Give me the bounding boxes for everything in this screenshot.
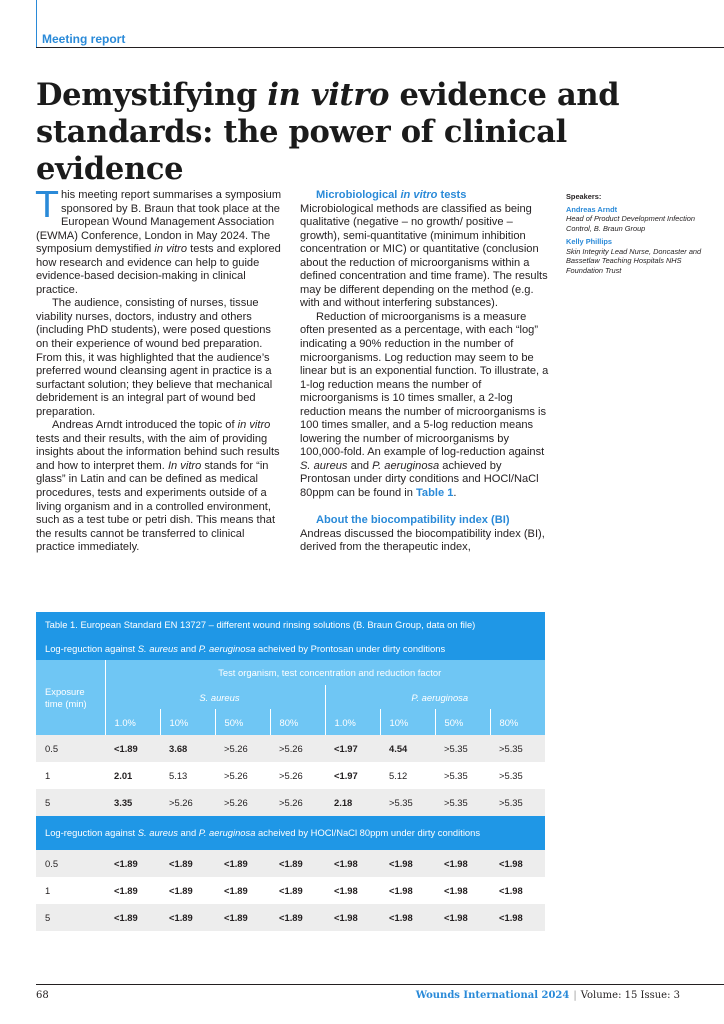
table-body-prontosan — [36, 735, 545, 816]
table-header-row — [36, 660, 545, 685]
table-cell: <1.89 — [105, 735, 160, 762]
table-cell: <1.98 — [490, 877, 545, 904]
paragraph-spacer — [300, 501, 550, 515]
biocompatibility-paragraph: Andreas discussed the biocompatibility index (BI), derived from the therapeutic index, — [300, 527, 545, 554]
heading-biocompatibility: About the biocompatibility index (BI) — [316, 514, 510, 527]
title-part1: Demystifying — [36, 77, 268, 113]
table-row — [36, 762, 545, 789]
table-cell: 5.12 — [380, 762, 435, 789]
organism-header — [105, 685, 325, 709]
table-cell: <1.98 — [380, 877, 435, 904]
reduction-text-a: Reduction of microorganisms is a measure often presented as a percentage, with each “log” indicating a 90% reduction in the number of microorganisms. Log reduction may seem to be linear but is an exponential function. To illustrate, a 1-log reduction means the number of microorganisms is 10 times smaller, a 2-log reduction means the number of microorganisms is 100 times smaller, and a 5-log reduction means lowering the number of microorganisms by 100,000-fold. An example of log-reduction against — [300, 310, 549, 459]
table-row — [36, 904, 545, 931]
table-cell: >5.35 — [490, 735, 545, 762]
footer-rule — [36, 984, 724, 985]
sub2-text-a: Log-reguction against — [45, 827, 138, 838]
table-cell: >5.35 — [435, 735, 490, 762]
table-row — [36, 789, 545, 816]
table-cell: 2.18 — [325, 789, 380, 816]
table-cell: <1.89 — [215, 877, 270, 904]
table-cell: <1.98 — [435, 904, 490, 931]
table-subcaption-row — [36, 636, 545, 660]
table-cell: 5.13 — [160, 762, 215, 789]
table-cell: <1.89 — [270, 850, 325, 877]
table-cell: <1.89 — [105, 850, 160, 877]
drop-cap: T — [36, 185, 58, 226]
intro-italic: in vitro — [154, 243, 188, 256]
organism-paeruginosa: P. aeruginosa — [411, 691, 469, 703]
table-cell: >5.35 — [490, 762, 545, 789]
page-number: 68 — [36, 990, 49, 1001]
speaker-role: Skin Integrity Lead Nurse, Doncaster and Bassetlaw Teaching Hospitals NHS Foundation Trust — [566, 246, 702, 275]
methods-paragraph: Microbiological methods are classified as being qualitative (negative – no growth/ positive – growth), semi-quantitative (minimum inhibition concentration or MIC) or quantitative (conclusion about the reduction of microorganisms within a defined concentration and time frame). The results may be different depending on the method (e.g. with and without interfering substances). — [300, 202, 548, 310]
table-row — [36, 850, 545, 877]
table-row — [36, 877, 545, 904]
header-accent-line — [36, 0, 37, 47]
article-title — [36, 77, 706, 188]
reduction-paragraph — [300, 311, 550, 501]
table-cell: <1.89 — [160, 904, 215, 931]
arndt-paragraph — [36, 419, 286, 554]
table-cell: <1.89 — [105, 904, 160, 931]
table-reference-link[interactable]: Table 1 — [415, 487, 454, 500]
heading1-text-a: Microbiological — [316, 189, 401, 201]
sub2-italic-1: S. aureus — [137, 827, 178, 838]
sub1-italic-1: S. aureus — [137, 642, 178, 654]
speakers-label: Speakers: — [566, 192, 602, 201]
table-cell: <1.89 — [160, 850, 215, 877]
organism-header-row — [36, 685, 545, 709]
table-caption: Table 1. European Standard EN 13727 – different wound rinsing solutions (B. Braun Group, data on file) — [36, 612, 545, 636]
header-bar — [36, 0, 724, 48]
table-cell: <1.98 — [435, 877, 490, 904]
exposure-time-cell: 1 — [36, 762, 105, 789]
table-cell: 3.68 — [160, 735, 215, 762]
sub1-italic-2: P. aeruginosa — [198, 642, 256, 654]
table-cell: >5.26 — [215, 735, 270, 762]
table-body-hocl — [36, 850, 545, 931]
arndt-text-b: tests and their results, with the aim of providing insights about the information behind such results and how to interpret them. — [36, 432, 280, 472]
table-cell: >5.26 — [270, 789, 325, 816]
intro-text: his meeting report summarises a symposium sponsored by B. Braun that took place at the European Wound Management Association (EWMA) Conference, London in May 2024. The symposium demystified — [36, 189, 282, 256]
table-subcaption-1 — [36, 636, 545, 660]
title-part2: evidence and standards: the power of clinical evidence — [36, 77, 620, 187]
table-cell: >5.26 — [215, 762, 270, 789]
table-cell: <1.98 — [325, 877, 380, 904]
arndt-italic-1: in vitro — [237, 419, 271, 432]
concentration-header: 80% — [490, 709, 545, 735]
concentration-header: 1.0% — [325, 709, 380, 735]
table-cell: <1.98 — [380, 850, 435, 877]
speaker-name: Andreas Arndt — [566, 204, 618, 214]
column-left — [36, 185, 286, 555]
table-cell: <1.98 — [435, 850, 490, 877]
concentration-header: 1.0% — [105, 709, 160, 735]
reduction-text-c: achieved by Prontosan under dirty conditions and HOCl/NaCl 80ppm can be found in — [300, 459, 539, 500]
table-caption-row — [36, 612, 545, 636]
concentration-header: 50% — [435, 709, 490, 735]
exposure-time-cell: 1 — [36, 877, 105, 904]
sub1-text-c: acheived by Prontosan under dirty conditions — [255, 642, 446, 654]
intro-paragraph — [36, 185, 286, 297]
sub2-text-c: acheived by HOCl/NaCl 80ppm under dirty conditions — [255, 827, 481, 838]
table-subcaption-2 — [36, 816, 545, 850]
speakers-sidebar — [566, 192, 706, 279]
organism-saureus: S. aureus — [199, 691, 240, 703]
concentration-header-row — [36, 709, 545, 735]
arndt-text-c: stands for “in glass” in Latin and can be defined as medical procedures, tests and experiments outside of a living organism and in a controlled environment, such as a test tube or petri dish. This means that the results cannot be transferred to clinical practice immediately. — [36, 459, 276, 554]
table-cell: >5.26 — [215, 789, 270, 816]
table-cell: >5.26 — [160, 789, 215, 816]
table-subcaption-row — [36, 816, 545, 850]
column-middle — [300, 189, 550, 555]
concentration-header: 10% — [380, 709, 435, 735]
table-cell: >5.26 — [270, 735, 325, 762]
speaker-role: Head of Product Development Infection Control, B. Braun Group — [566, 214, 696, 233]
exposure-time-cell: 0.5 — [36, 735, 105, 762]
exposure-time-cell: 5 — [36, 904, 105, 931]
journal-info — [416, 990, 680, 1001]
organism-header — [325, 685, 545, 709]
sub2-italic-2: P. aeruginosa — [198, 827, 256, 838]
arndt-italic-2: In vitro — [167, 459, 202, 472]
table-cell: <1.89 — [160, 877, 215, 904]
table-cell: >5.35 — [490, 789, 545, 816]
sub1-text-a: Log-reguction against — [45, 642, 138, 654]
table-cell: <1.98 — [380, 904, 435, 931]
sub1-text-b: and — [177, 642, 199, 654]
intro-text-end: tests and explored how research and evidence can help to guide evidence-based decision-making in clinical practice. — [36, 243, 281, 296]
journal-name: Wounds International 2024 — [415, 990, 570, 1001]
table-cell: >5.35 — [435, 762, 490, 789]
volume-issue: Volume: 15 Issue: 3 — [580, 990, 680, 1001]
title-italic: in vitro — [267, 77, 390, 113]
concentration-header: 10% — [160, 709, 215, 735]
reduction-text-b: and — [347, 459, 373, 472]
table-cell: <1.89 — [105, 877, 160, 904]
table-cell: 4.54 — [380, 735, 435, 762]
exposure-header: Exposure time (min) — [36, 660, 105, 735]
speaker-name: Kelly Phillips — [566, 237, 613, 246]
table-cell: 2.01 — [105, 762, 160, 789]
section-label: Meeting report — [42, 32, 126, 46]
table-cell: <1.89 — [270, 877, 325, 904]
concentration-header: 50% — [215, 709, 270, 735]
table-cell: <1.98 — [325, 904, 380, 931]
table-cell: <1.97 — [325, 735, 380, 762]
exposure-time-cell: 0.5 — [36, 850, 105, 877]
audience-paragraph: The audience, consisting of nurses, tissue viability nurses, doctors, industry and others (including PhD students), were posed questions on their experience of wound bed preparation. From this, it was highlighted that the audience’s preferred wound cleansing agent in practice is a surfactant solution; they believe that mechanical debridement is an integral part of wound bed preparation. — [36, 297, 273, 418]
table-1 — [36, 612, 545, 931]
reduction-italic-1: S. aureus — [300, 459, 348, 472]
table-cell: <1.98 — [490, 904, 545, 931]
table-cell: <1.98 — [490, 850, 545, 877]
table-cell: <1.97 — [325, 762, 380, 789]
table-cell: <1.89 — [270, 904, 325, 931]
group-header: Test organism, test concentration and reduction factor — [105, 660, 545, 685]
reduction-italic-2: P. aeruginosa — [372, 459, 440, 472]
reduction-text-d: . — [453, 487, 457, 500]
table-cell: <1.89 — [215, 904, 270, 931]
heading-microbiological — [300, 189, 550, 203]
table-cell: >5.35 — [435, 789, 490, 816]
exposure-time-cell: 5 — [36, 789, 105, 816]
sub2-text-b: and — [177, 827, 199, 838]
table-row — [36, 735, 545, 762]
table-cell: <1.98 — [325, 850, 380, 877]
footer-separator: | — [573, 990, 577, 1001]
heading1-text-b: tests — [437, 189, 467, 201]
table-cell: >5.35 — [380, 789, 435, 816]
table-cell: <1.89 — [215, 850, 270, 877]
arndt-text-a: Andreas Arndt introduced the topic of — [52, 419, 238, 432]
table-cell: >5.26 — [270, 762, 325, 789]
concentration-header: 80% — [270, 709, 325, 735]
heading1-italic: in vitro — [400, 189, 438, 201]
table-cell: 3.35 — [105, 789, 160, 816]
